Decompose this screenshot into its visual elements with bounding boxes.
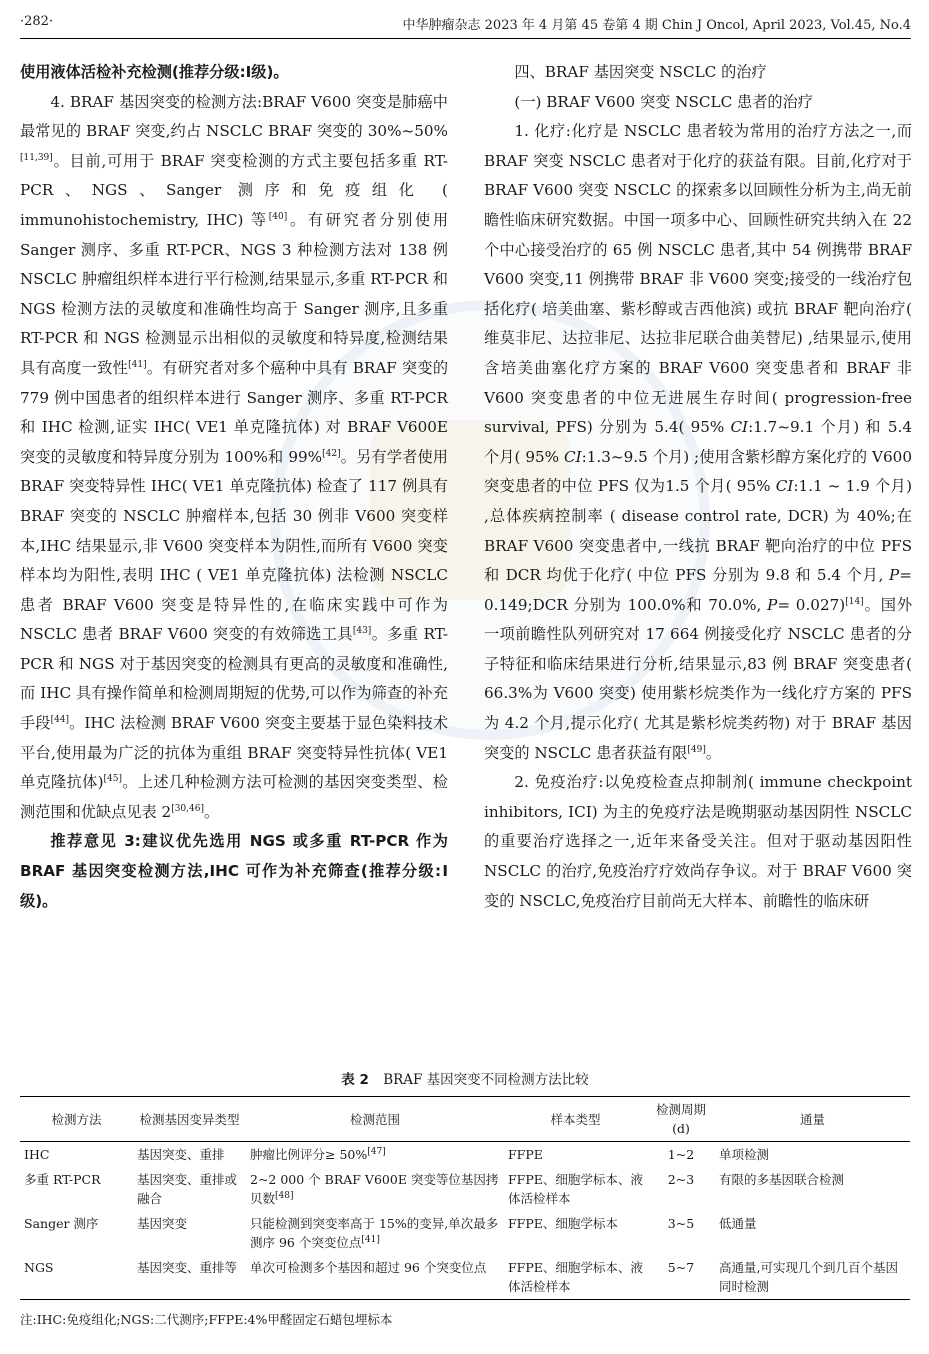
left-column [20, 58, 448, 916]
text-run: 。有研究者对多个癌种中具有 BRAF 突变的 779 例中国患者的组织样本进行 Sanger 测序、多重 RT-PCR 和 IHC 检测,证实 IHC( VE1 单克隆抗体) 对 BRAF V600E 突变的灵敏度和特异度分别为 100%和 99% [20, 358, 449, 466]
text-run: 。IHC 法检测 BRAF V600 突变主要基于显色染料技术平台,使用最为广泛的抗体为重组 BRAF 突变特异性抗体( VE1 单克隆抗体) [20, 714, 449, 792]
page-header [20, 10, 911, 39]
liquid-biopsy-line: 使用液体活检补充检测(推荐分级:Ⅰ级)。 [20, 63, 289, 81]
citation: [49] [687, 744, 706, 755]
citation: [41] [361, 1234, 380, 1245]
cell-throughput: 低通量 [719, 1216, 757, 1231]
text-run: 。 [203, 802, 220, 821]
cell-period: 3~5 [667, 1216, 695, 1231]
stat-symbol: P [767, 595, 778, 614]
citation: [40] [268, 211, 288, 222]
header-period: 检测周期(d) [647, 1097, 715, 1142]
recommendation-3: 推荐意见 3:建议优先选用 NGS 或多重 RT-PCR 作为 BRAF 基因突变检测方法,IHC 可作为补充筛查(推荐分级:Ⅰ级)。 [20, 832, 448, 910]
header-variant-type: 检测基因变异类型 [133, 1097, 246, 1142]
cell-variant-type: 基因突变、重排或融合 [137, 1172, 238, 1206]
citation: [48] [275, 1190, 294, 1201]
chemotherapy-paragraph [484, 117, 912, 768]
cell-method: NGS [20, 1255, 133, 1300]
citation: [43] [352, 626, 372, 637]
cell-period: 1~2 [667, 1147, 695, 1162]
stat-symbol: CI [775, 477, 794, 496]
cell-variant-type: 基因突变 [137, 1216, 188, 1231]
text-run: 。目前,可用于 BRAF 突变检测的方式主要包括多重 RT-PCR、NGS、Sanger 测序和免疫组化 ( immunohistochemistry, IHC) 等 [20, 151, 448, 229]
stat-symbol: CI [730, 418, 749, 437]
table-row [20, 1167, 910, 1211]
text-run: :1.3~9.5 个月) ;使用含紫杉醇方案化疗的 V600 突变患者的中位 PFS 仅为1.5 个月( 95% [484, 447, 912, 496]
subsection-heading: (一) BRAF V600 突变 NSCLC 患者的治疗 [514, 92, 813, 111]
table-note: 注:IHC:免疫组化;NGS:二代测序;FFPE:4%甲醛固定石蜡包埋标本 [20, 1312, 393, 1327]
page-number: ·282· [20, 14, 54, 29]
cell-throughput: 高通量,可实现几个到几百个基因同时检测 [715, 1255, 910, 1300]
text-run: 4. BRAF 基因突变的检测方法:BRAF V600 突变是肺癌中最常见的 BRAF 突变,约占 NSCLC BRAF 突变的 30%~50% [20, 92, 448, 141]
cell-method: IHC [24, 1147, 50, 1162]
cell-range: 只能检测到突变率高于 15%的变异,单次最多测序 96 个突变位点[41] [250, 1216, 499, 1250]
citation: [11,39] [20, 152, 53, 163]
citation: [42] [322, 448, 341, 459]
text-run: 。多重 RT-PCR 和 NGS 对于基因突变的检测具有更高的灵敏度和准确性,而 IHC 具有操作简单和检测周期短的优势,可以作为筛查的补充手段 [20, 625, 448, 733]
table-caption [20, 1068, 910, 1088]
cell-sample: FFPE、细胞学标本 [508, 1216, 618, 1231]
stat-symbol: CI [564, 447, 582, 466]
header-range: 检测范围 [246, 1097, 504, 1142]
citation: [30,46] [171, 803, 204, 814]
cell-throughput: 有限的多基因联合检测 [719, 1172, 845, 1187]
header-method: 检测方法 [20, 1097, 133, 1142]
cell-sample: FFPE、细胞学标本、液体活检样本 [504, 1255, 647, 1300]
cell-variant-type: 基因突变、重排等 [133, 1255, 246, 1300]
text-run: = 0.027) [777, 595, 846, 614]
cell-method: Sanger 测序 [24, 1216, 99, 1231]
citation: [47] [367, 1146, 386, 1157]
stat-symbol: P [889, 566, 900, 585]
citation: [41] [128, 359, 147, 370]
detection-methods-paragraph [20, 88, 448, 828]
citation: [14] [845, 596, 864, 607]
text-run: = 0.149;DCR 分别为 100.0%和 70.0%, [484, 566, 912, 614]
table-row [20, 1255, 910, 1300]
table-2 [20, 1068, 910, 1328]
table-row [20, 1211, 910, 1255]
cell-sample: FFPE、细胞学标本、液体活检样本 [508, 1172, 643, 1206]
table-header-row [20, 1097, 910, 1142]
citation: [45] [103, 774, 123, 785]
cell-range: 2~2 000 个 BRAF V600E 突变等位基因拷贝数[48] [250, 1172, 499, 1206]
cell-throughput: 单项检测 [719, 1147, 770, 1162]
right-column [484, 58, 912, 916]
table-title: BRAF 基因突变不同检测方法比较 [383, 1072, 589, 1088]
immunotherapy-paragraph: 2. 免疫治疗:以免疫检查点抑制剂( immune checkpoint inhibitors, ICI) 为主的免疫疗法是晚期驱动基因阴性 NSCLC 的重要治疗选择之一,近年来备受关注。但对于驱动基因阳性 NSCLC 的治疗,免疫治疗疗效尚存争议。对于 BRAF V600 突变的 NSCLC,免疫治疗目前尚无大样本、前瞻性的临床研 [484, 773, 912, 910]
text-run: 。国外一项前瞻性队列研究对 17 664 例接受化疗 NSCLC 患者的分子特征和临床结果进行分析,结果显示,83 例 BRAF 突变患者( 66.3%为 V600 突变) 使用紫杉烷类作为一线化疗方案的 PFS 为 4.2 个月,提示化疗( 尤其是紫杉烷类药物) 对于 BRAF 基因突变的 NSCLC 患者获益有限 [484, 595, 913, 762]
method-comparison-table [20, 1096, 910, 1300]
text-run: 1. 化疗:化疗是 NSCLC 患者较为常用的治疗方法之一,而 BRAF 突变 NSCLC 患者对于化疗的获益有限。目前,化疗对于 BRAF V600 突变 NSCLC 的探索多以回顾性分析为主,尚无前瞻性临床研究数据。中国一项多中心、回顾性研究共纳入在 22 个中心接受治疗的 65 例 NSCLC 患者,其中 54 例携带 BRAF V600 突变,11 例携带 BRAF 非 V600 突变;接受的一线治疗包括化疗( 培美曲塞、紫杉醇或吉西他滨) 或抗 BRAF 靶向治疗( 维莫非尼、达拉非尼、达拉非尼联合曲美替尼) ,结果显示,使用含培美曲塞化疗方案的 BRAF V600 突变患者和 BRAF 非 V600 突变患者的中位无进展生存时间( progression-free survival, PFS) 分别为 5.4( 95% [484, 122, 912, 437]
section-heading: 四、BRAF 基因突变 NSCLC 的治疗 [514, 63, 767, 81]
cell-sample: FFPE [508, 1147, 543, 1162]
table-row [20, 1142, 910, 1168]
table-label: 表 2 [341, 1072, 369, 1088]
header-sample: 样本类型 [504, 1097, 647, 1142]
text-run: :1.1 ~ 1.9 个月) ,总体疾病控制率 ( disease control rate, DCR) 为 40%;在 BRAF V600 突变患者中,一线抗 BRAF 靶向治疗的中位 PFS 和 DCR 均优于化疗( 中位 PFS 分别为 9.8 和 5.4 个月, [484, 477, 912, 585]
cell-variant-type: 基因突变、重排 [137, 1147, 225, 1162]
text-run: 。 [705, 743, 722, 762]
cell-period: 5~7 [647, 1255, 715, 1300]
cell-period: 2~3 [667, 1172, 695, 1187]
cell-range: 单次可检测多个基因和超过 96 个突变位点 [246, 1255, 504, 1300]
journal-info: 中华肿瘤杂志 2023 年 4 月第 45 卷第 4 期 Chin J Oncol, April 2023, Vol.45, No.4 [402, 18, 911, 33]
cell-range: 肿瘤比例评分≥ 50%[47] [250, 1146, 386, 1162]
header-throughput: 通量 [715, 1097, 910, 1142]
text-run: 。另有学者使用 BRAF 突变特异性 IHC( VE1 单克隆抗体) 检查了 117 例具有 BRAF 突变的 NSCLC 肿瘤样本,包括 30 例非 V600 突变样本,IHC 结果显示,非 V600 突变样本为阴性,而所有 V600 突变样本均为阳性,表明 IHC ( VE1 单克隆抗体) 法检测 NSCLC 患者 BRAF V600 突变是特异性的,在临床实践中可作为 NSCLC 患者 BRAF V600 突变的有效筛选工具 [20, 447, 448, 644]
text-run: 。上述几种检测方法可检测的基因突变类型、检测范围和优缺点见表 2 [20, 773, 448, 821]
cell-method: 多重 RT-PCR [24, 1172, 101, 1187]
citation: [44] [50, 715, 70, 725]
text-run: :1.7~9.1 个月) 和 5.4 个月( 95% [484, 418, 912, 466]
text-run: 。有研究者分别使用 Sanger 测序、多重 RT-PCR、NGS 3 种检测方法对 138 例 NSCLC 肿瘤组织样本进行平行检测,结果显示,多重 RT-PCR 和 NGS 检测方法的灵敏度和准确性均高于 Sanger 测序,且多重 RT-PCR 和 NGS 检测显示出相似的灵敏度和特异度,检测结果具有高度一致性 [20, 210, 448, 377]
